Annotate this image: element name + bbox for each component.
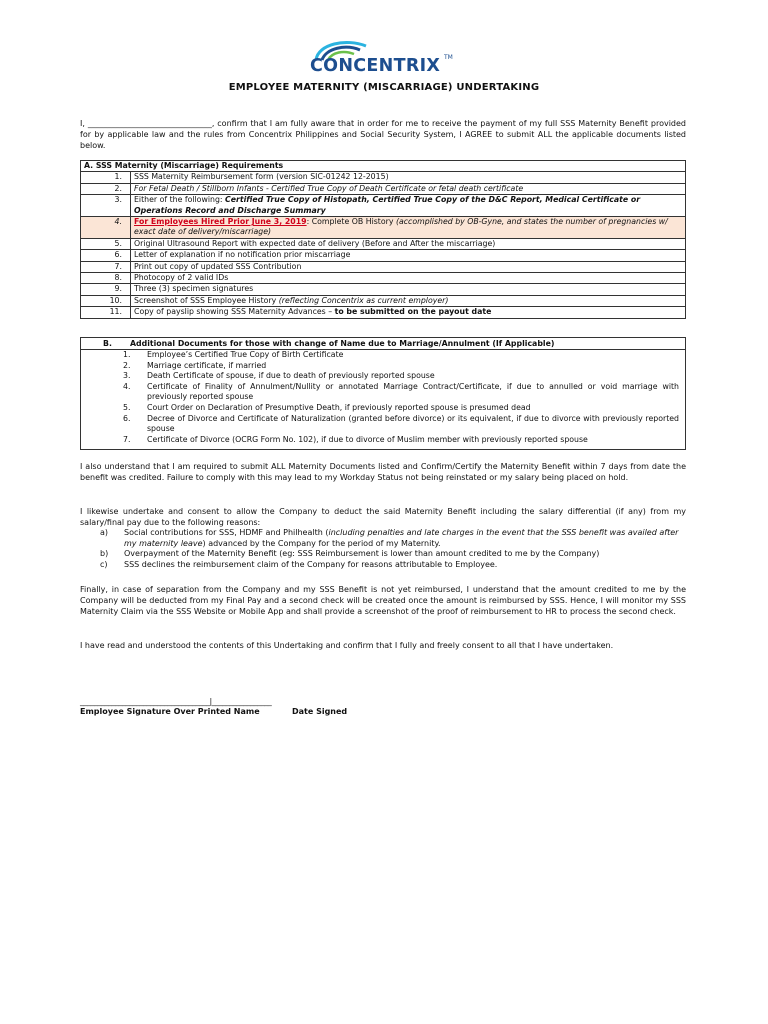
item-number: 5. [81, 238, 131, 249]
reasons-list [80, 528, 686, 570]
item-text-italic: (reflecting Concentrix as current employer) [278, 295, 449, 305]
list-item [80, 549, 686, 560]
item-text: Photocopy of 2 valid IDs [131, 273, 686, 284]
item-number: 8. [81, 273, 131, 284]
item-text: Certificate of Divorce (OCRG Form No. 102), if due to divorce of Muslim member with previously reported spouse [147, 434, 588, 444]
logo-wordmark: CONCENTRIX [310, 56, 441, 76]
item-text: Overpayment of the Maternity Benefit (eg: SSS Reimbursement is lower than amount credited to me by the Company) [124, 549, 600, 559]
item-number: 7. [81, 261, 131, 272]
item-text-main: Copy of payslip showing SSS Maternity Advances – [134, 307, 335, 317]
signature-label: Employee Signature Over Printed Name [80, 707, 260, 716]
list-item [81, 382, 685, 403]
item-number: 4. [81, 217, 131, 239]
item-number: 1. [123, 350, 131, 359]
item-number: 9. [81, 284, 131, 295]
table-row [81, 195, 686, 217]
item-number: 6. [81, 250, 131, 261]
item-text-italic: including penalties and late charges in the event that the SSS benefit was availed after my maternity leave [124, 528, 679, 548]
separation-paragraph: Finally, in case of separation from the Company and my SSS Benefit is not yet reimbursed, I understand that the amount credited to me by the Company will be deducted from my Final Pay and a second check will be created once the amount is reimbursed by SSS. Hence, I will monitor my SSS Maternity Claim via the SSS Website or Mobile App and shall provide a screenshot of the proof of reimbursement to HR to process the second check. [80, 585, 686, 617]
item-text [131, 217, 686, 239]
item-number: 1. [81, 172, 131, 183]
list-item [81, 403, 685, 414]
item-text: Court Order on Declaration of Presumptive Death, if previously reported spouse is presumed dead [147, 402, 531, 412]
item-number: 6. [123, 413, 131, 423]
section-b-header [81, 338, 685, 350]
item-text-emphasis: Certified True Copy of Histopath, Certified True Copy of the D&C Report, Medical Certificate or Operations Record and Discharge Summary [134, 195, 641, 215]
item-number: 3. [123, 371, 131, 381]
item-text: For Fetal Death / Stillborn Infants - Certified True Copy of Death Certificate or fetal death certificate [131, 183, 686, 194]
list-item [80, 560, 686, 571]
item-text-main: SSS Maternity Reimbursement form [134, 172, 277, 182]
list-item [81, 371, 685, 382]
item-number: 4. [123, 381, 131, 391]
item-text: Original Ultrasound Report with expected date of delivery (Before and After the miscarriage) [131, 238, 686, 249]
item-number: 2. [123, 360, 131, 370]
table-row [81, 284, 686, 295]
logo-trademark: TM [444, 54, 453, 61]
list-item [80, 528, 686, 549]
section-b-letter: B. [103, 339, 112, 348]
item-text-italic: (accomplished by OB-Gyne, and states the number of pregnancies w/ exact date of delivery/miscarriage) [134, 217, 668, 237]
page-title: EMPLOYEE MATERNITY (MISCARRIAGE) UNDERTAKING [228, 82, 540, 93]
section-a-header: A. SSS Maternity (Miscarriage) Requirements [81, 161, 686, 172]
item-text [131, 307, 686, 318]
section-a-table [80, 160, 686, 319]
table-row [81, 238, 686, 249]
consent-paragraph: I likewise undertake and consent to allow the Company to deduct the said Maternity Benefit including the salary differential (if any) from my salary/final pay due to the following reasons: [80, 507, 686, 528]
item-text: Employee’s Certified True Copy of Birth Certificate [147, 350, 344, 359]
list-item [81, 435, 685, 446]
table-row [81, 250, 686, 261]
item-number: 11. [81, 307, 131, 318]
item-text-version: (version SIC-01242 12-2015) [276, 172, 389, 182]
item-text-bold: to be submitted on the payout date [334, 307, 492, 317]
table-row [81, 261, 686, 272]
item-number: 5. [123, 402, 131, 412]
intro-paragraph: I, _______________________________, confirm that I am fully aware that in order for me to receive the payment of my full SSS Maternity Benefit provided for by applicable law and the rules from Concentrix Philippines and Social Security System, I AGREE to submit ALL the applicable documents listed below. [80, 119, 686, 151]
date-signed-label: Date Signed [292, 707, 348, 716]
item-text-red: For Employees Hired Prior June 3, 2019 [134, 217, 307, 227]
item-text-main: : Complete OB History [306, 217, 396, 227]
item-text: Death Certificate of spouse, if due to death of previously reported spouse [147, 371, 435, 381]
item-number: 10. [81, 295, 131, 306]
item-text-end: ) advanced by the Company for the period of my Maternity. [202, 538, 441, 548]
table-row-highlighted [81, 217, 686, 239]
item-number: 2. [81, 183, 131, 194]
item-number: 7. [123, 434, 131, 444]
item-text: Letter of explanation if no notification prior miscarriage [131, 250, 686, 261]
section-a-header-row [81, 161, 686, 172]
section-b-title: Additional Documents for those with change of Name due to Marriage/Annulment (If Applicable) [130, 339, 555, 348]
item-letter: a) [100, 528, 109, 537]
item-text [131, 295, 686, 306]
section-b-list [81, 350, 685, 445]
item-letter: b) [100, 549, 109, 559]
list-item [81, 350, 685, 361]
item-text-main: Either of the following: [134, 195, 225, 205]
item-text: Three (3) specimen signatures [131, 284, 686, 295]
item-text-main: Screenshot of SSS Employee History [134, 295, 279, 305]
item-letter: c) [100, 559, 108, 569]
section-b-box [80, 337, 686, 450]
acknowledgement-paragraph: I have read and understood the contents of this Undertaking and confirm that I fully and freely consent to all that I have undertaken. [80, 641, 614, 650]
item-number: 3. [81, 195, 131, 217]
item-text [131, 172, 686, 183]
signature-line: _____________________________________|_________________ [80, 697, 272, 706]
table-row [81, 307, 686, 318]
item-text: Marriage certificate, if married [147, 360, 267, 370]
list-item [81, 361, 685, 372]
item-text: Decree of Divorce and Certificate of Naturalization (granted before divorce) or its equivalent, if due to divorce with previously reported spouse [147, 413, 679, 434]
concentrix-logo [306, 38, 466, 80]
item-text: SSS declines the reimbursement claim of the Company for reasons attributable to Employee. [124, 559, 498, 569]
table-row [81, 183, 686, 194]
table-row [81, 172, 686, 183]
item-text: Print out copy of updated SSS Contribution [131, 261, 686, 272]
submission-paragraph: I also understand that I am required to submit ALL Maternity Documents listed and Confirm/Certify the Maternity Benefit within 7 days from date the benefit was credited. Failure to comply with this may lead to my Workday Status not being reinstated or my salary being placed on hold. [80, 462, 686, 483]
table-row [81, 295, 686, 306]
item-text [131, 195, 686, 217]
item-text: Certificate of Finality of Annulment/Nullity or annotated Marriage Contract/Certificate, if due to annulled or void marriage with previously reported spouse [147, 381, 679, 402]
list-item [81, 414, 685, 435]
item-text: Social contributions for SSS, HDMF and Philhealth ( [124, 528, 329, 537]
table-row [81, 273, 686, 284]
